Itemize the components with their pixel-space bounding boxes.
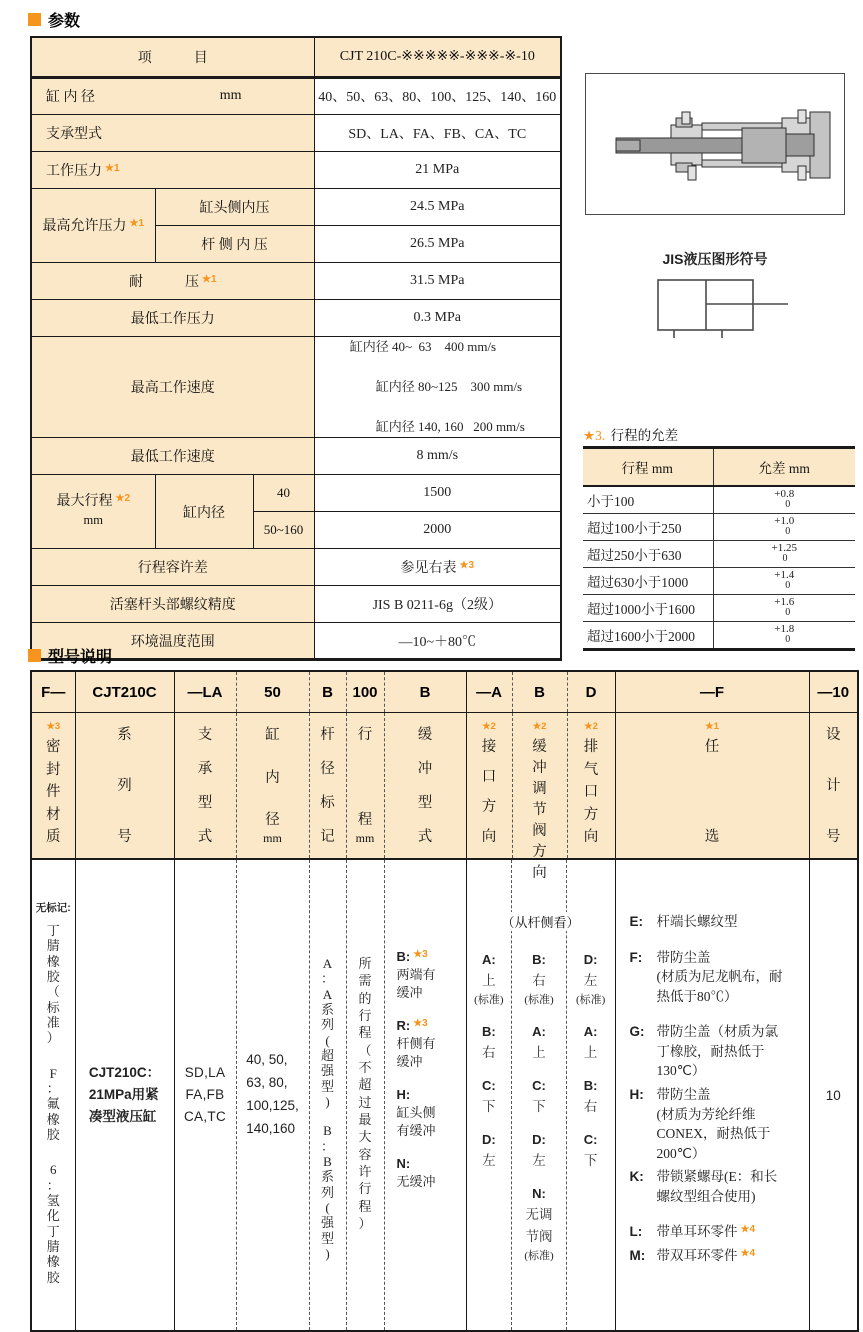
option-item: K: 带锁紧螺母(E：和长 螺纹型组合使用): [629, 1169, 778, 1204]
min-pressure-value-cell: 0.3 MPa: [314, 299, 561, 336]
code-mount: —LA: [174, 671, 236, 713]
view-from-rod-side-note: （从杆侧看）: [497, 912, 583, 931]
table-row: [31, 37, 561, 77]
star3-marker: ★3.: [583, 428, 606, 443]
field-stroke: 行 程 mm: [346, 713, 384, 860]
max-allow-pressure-label-cell: 最高允许压力 $^{★1}$: [31, 188, 155, 262]
tolerance-header-cell: 允差 mm: [713, 448, 855, 487]
model-number-table: [30, 670, 859, 1332]
option-item: F: 带防尘盖 (材质为尼龙帆布，耐 热低于80℃）: [629, 949, 783, 1004]
code-bore: 50: [236, 671, 309, 713]
option-item: L: 带单耳环零件 $^{★4}$: [629, 1224, 756, 1240]
table-row: [31, 151, 561, 188]
body-rod-mark: A ： A 系 列 ( 超 强 型 ) B ： B 系 列 ( 强 型 ): [309, 859, 346, 1332]
table-row: 超过630小于1000 +1.4 0: [583, 568, 855, 595]
mount-value-cell: SD、LA、FA、FB、CA、TC: [314, 114, 561, 151]
field-design-no: 设 计 号: [809, 713, 858, 860]
jis-symbol-drawing: [656, 278, 796, 344]
table-row: [583, 448, 855, 487]
body-seal-material: 无标记: 丁 腈 橡 胶 （ 标 准 ） F ： 氟 橡 胶 6 ： 氢 化 丁 腈 橡 胶: [31, 859, 75, 1332]
table-row: 超过1600小于2000 +1.8 0: [583, 622, 855, 650]
model-body-row: [31, 859, 858, 1332]
table-row: 超过100小于250 +1.0 0: [583, 514, 855, 541]
tolerance-table: [583, 446, 855, 651]
field-valve-direction: ★2 缓 冲 调 节 阀 方 向: [512, 713, 567, 860]
proof-pressure-label-cell: 耐 压 $^{★1}$: [31, 262, 314, 299]
working-pressure-label-cell: 工作压力 $^{★1}$: [31, 151, 314, 188]
code-vent-dir: D: [567, 671, 615, 713]
thread-precision-label-cell: 活塞杆头部螺纹精度: [31, 586, 314, 623]
body-design-no: 10: [809, 859, 858, 1332]
max-speed-value-cell: 缸内径 40~ 63 400 mm/s 缸内径 80~125 300 mm/s 缸内径 140, 160 200 mm/s: [314, 336, 561, 438]
jis-hydraulic-symbol: [656, 278, 796, 349]
table-row: [31, 336, 561, 438]
head-side-label-cell: 缸头侧内压: [155, 188, 314, 225]
cushion-item: B: $^{★3}$ 两端有 缓冲: [396, 949, 436, 1000]
cylinder-cutaway-figure: [585, 73, 845, 215]
bore-label-cell: 缸 内 径 mm: [31, 77, 314, 114]
field-vent-direction: ★2 排 气 口 方 向: [567, 713, 615, 860]
field-bore: 缸 内 径 mm: [236, 713, 309, 860]
table-row: 小于100 +0.8 0: [583, 486, 855, 514]
code-port-dir: —A: [466, 671, 512, 713]
tolerance-table-title: ★3. 行程的允差: [583, 428, 679, 443]
field-mount-type: 支 承 型 式: [174, 713, 236, 860]
table-row: 超过1000小于1600 +1.6 0: [583, 595, 855, 622]
stroke-header-cell: 行程 mm: [583, 448, 713, 487]
item-header-cell: 项 目: [31, 37, 314, 77]
stroke-bore-50-160-cell: 50~160: [253, 512, 314, 549]
code-series: CJT210C: [75, 671, 174, 713]
code-seal: F—: [31, 671, 75, 713]
ambient-temp-label-cell: 环境温度范围: [31, 623, 314, 660]
stroke-50-160-value-cell: 2000: [314, 512, 561, 549]
parameters-table: [30, 36, 562, 661]
rod-side-value-cell: 26.5 MPa: [314, 225, 561, 262]
stroke-40-value-cell: 1500: [314, 475, 561, 512]
option-item: M: 带双耳环零件 $^{★4}$: [629, 1247, 756, 1263]
cushion-item: N: 无缓冲: [396, 1156, 436, 1190]
model-section-label: 型号说明: [48, 649, 113, 666]
code-stroke: 100: [346, 671, 384, 713]
mount-label-cell: 支承型式: [31, 114, 314, 151]
field-series-no: 系 列 号: [75, 713, 174, 860]
max-speed-label-cell: 最高工作速度: [31, 336, 314, 438]
head-side-value-cell: 24.5 MPa: [314, 188, 561, 225]
model-section-title: [28, 644, 112, 667]
parameters-section-title: [28, 8, 80, 31]
table-row: [31, 188, 561, 225]
code-design-no: —10: [809, 671, 858, 713]
min-pressure-label-cell: 最低工作压力: [31, 299, 314, 336]
valve-direction-column: B: 右 (标准) A: 上 C: 下 D: 左 N: 无调 节阀 (标准): [512, 860, 567, 1330]
table-row: [31, 114, 561, 151]
ambient-temp-value-cell: —10~＋80℃: [314, 623, 561, 660]
body-stroke: 所 需 的 行 程 （ 不 超 过 最 大 容 许 行 程 ）: [346, 859, 384, 1332]
cushion-item: H: 缸头侧 有缓冲: [396, 1087, 436, 1138]
max-stroke-label-cell: 最大行程 $^{★2}$ mm: [31, 475, 155, 549]
body-series: CJT210C： 21MPa用紧 凑型液压缸: [75, 859, 174, 1332]
code-cushion: B: [384, 671, 466, 713]
port-direction-column: A: 上 (标准) B: 右 C: 下 D: 左: [467, 860, 513, 1330]
table-row: [31, 475, 561, 512]
field-cushion-type: 缓 冲 型 式: [384, 713, 466, 860]
field-rod-mark: 杆 径 标 记: [309, 713, 346, 860]
body-bore: 40, 50, 63, 80, 100,125, 140,160: [236, 859, 309, 1332]
table-row: [31, 586, 561, 623]
parameters-section-label: 参数: [48, 13, 81, 30]
option-item: E: 杆端长螺纹型: [629, 914, 738, 929]
rod-side-label-cell: 杆 侧 内 压: [155, 225, 314, 262]
section-marker-icon: [28, 649, 41, 662]
table-row: [31, 77, 561, 114]
stroke-bore-40-cell: 40: [253, 475, 314, 512]
thread-precision-value-cell: JIS B 0211-6g（2级）: [314, 586, 561, 623]
option-item: H: 带防尘盖 (材质为芳纶纤维 CONEX，耐热低于 200℃）: [629, 1086, 771, 1161]
body-cushion: [384, 859, 466, 1332]
body-options: [615, 859, 809, 1332]
stroke-tolerance-label-cell: 行程容许差: [31, 549, 314, 586]
body-directions: [466, 859, 615, 1332]
body-mount: SD,LA FA,FB CA,TC: [174, 859, 236, 1332]
cushion-item: R: $^{★3}$ 杆侧有 缓冲: [396, 1018, 436, 1069]
field-seal-material: ★3 密 封 件 材 质: [31, 713, 75, 860]
cylinder-cutaway-image: [586, 74, 843, 213]
table-row: 超过250小于630 +1.25 0: [583, 541, 855, 568]
stroke-tolerance-value-cell: 参见右表 $^{★3}$: [314, 549, 561, 586]
min-speed-label-cell: 最低工作速度: [31, 438, 314, 475]
section-marker-icon: [28, 13, 41, 26]
proof-pressure-value-cell: 31.5 MPa: [314, 262, 561, 299]
code-valve-dir: B: [512, 671, 567, 713]
option-item: G: 带防尘盖（材质为氯 丁橡胶，耐热低于 130℃）: [629, 1024, 778, 1079]
field-options: ★1 任 选: [615, 713, 809, 860]
table-row: [31, 262, 561, 299]
model-code-header-cell: CJT 210C-※※※※※-※※※-※-10: [314, 37, 561, 77]
jis-symbol-caption: JIS液压图形符号: [662, 251, 768, 267]
code-options: —F: [615, 671, 809, 713]
table-row: [31, 438, 561, 475]
bore-value-cell: 40、50、63、80、100、125、140、160: [314, 77, 561, 114]
model-code-row: [31, 671, 858, 713]
model-field-row: [31, 713, 858, 860]
stroke-bore-label-cell: 缸内径: [155, 475, 253, 549]
working-pressure-value-cell: 21 MPa: [314, 151, 561, 188]
min-speed-value-cell: 8 mm/s: [314, 438, 561, 475]
code-rod-mark: B: [309, 671, 346, 713]
field-port-direction: ★2 接 口 方 向: [466, 713, 512, 860]
table-row: [31, 549, 561, 586]
vent-direction-column: D: 左 (标准) A: 上 B: 右 C: 下: [575, 952, 606, 1168]
table-row: [31, 299, 561, 336]
